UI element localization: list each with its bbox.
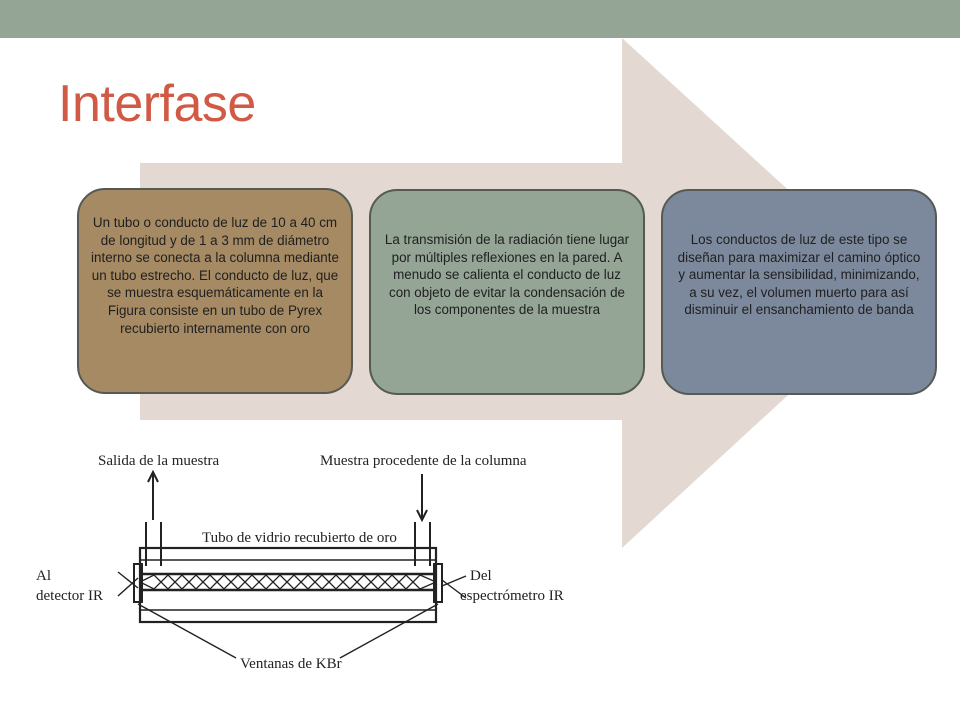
light-pipe-schematic (30, 438, 590, 678)
label-detector-line2: detector IR (36, 588, 104, 604)
label-tube: Tubo de vidrio recubierto de oro (202, 530, 397, 546)
label-windows: Ventanas de KBr (240, 656, 342, 672)
label-spectrometer-line2: espectrómetro IR (460, 588, 564, 604)
label-sample-out: Salida de la muestra (98, 453, 220, 469)
label-detector-line1: Al (36, 568, 51, 584)
label-sample-in: Muestra procedente de la columna (320, 453, 527, 469)
process-step-3: Los conductos de luz de este tipo se diseñan para maximizar el camino óptico y aumentar la sensibilidad, minimizando, a su vez, el volumen muerto para así disminuir el ensanchamiento de banda (661, 189, 937, 395)
slide-title: Interfase (58, 75, 256, 133)
tube-body (140, 548, 436, 622)
label-spectrometer-line1: Del (470, 568, 492, 584)
process-step-1: Un tubo o conducto de luz de 10 a 40 cm de longitud y de 1 a 3 mm de diámetro interno se conecta a la columna mediante un tubo estrecho. El conducto de luz, que se muestra esquemáticamente en la Figura consiste en un tubo de Pyrex recubierto internamente con oro (77, 188, 353, 394)
process-step-2: La transmisión de la radiación tiene lugar por múltiples reflexiones en la pared. A menudo se calienta el conducto de luz con objeto de evitar la condensación de los componentes de la muestra (369, 189, 645, 395)
